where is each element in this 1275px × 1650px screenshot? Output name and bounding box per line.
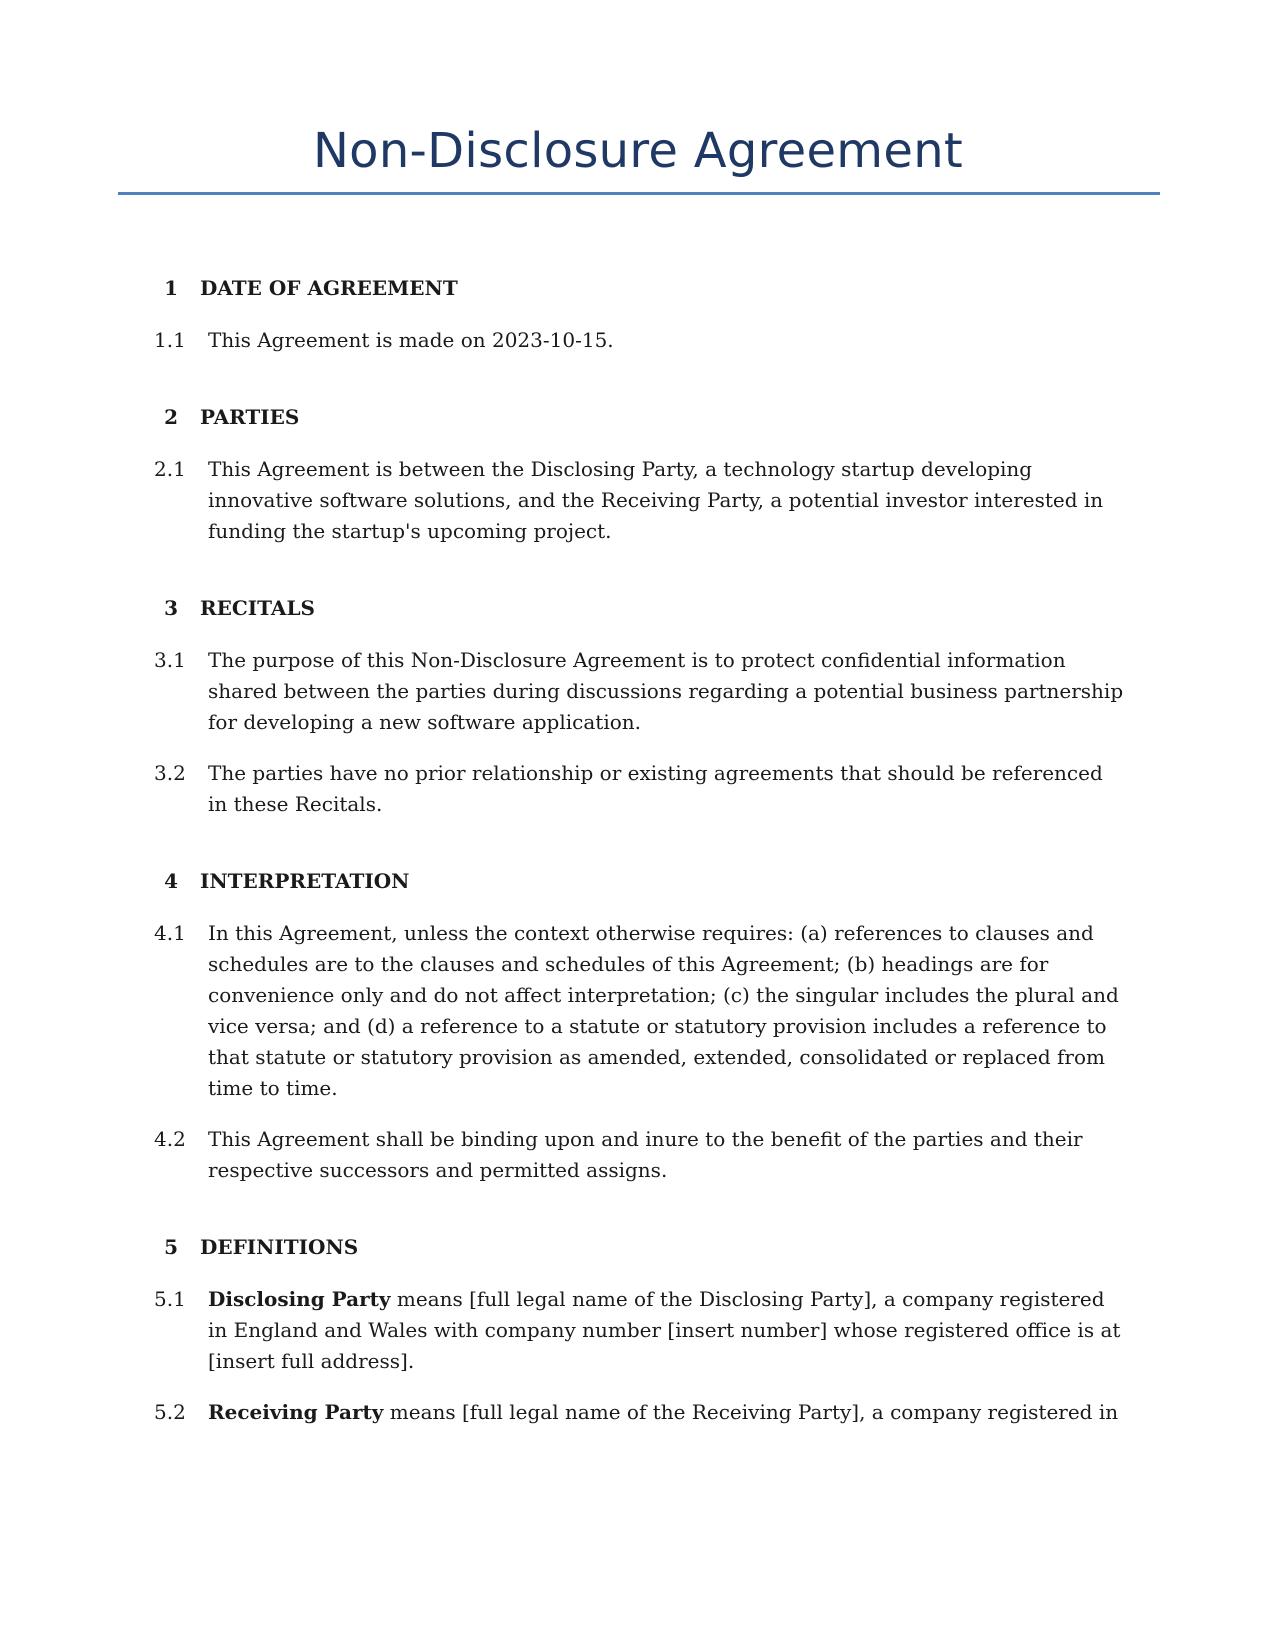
clause-text: This Agreement shall be binding upon and inure to the benefit of the parties and their respective successors and permitted assigns. (208, 1127, 1083, 1182)
clause-number: 2.1 (154, 457, 186, 481)
title-underline-divider (118, 192, 1160, 195)
section-heading (150, 593, 1130, 623)
document-title: Non-Disclosure Agreement (312, 123, 964, 179)
section-title: RECITALS (200, 596, 315, 620)
section-number: 3 (164, 596, 178, 620)
section-heading (150, 866, 1130, 896)
section-interpretation (150, 866, 1130, 1186)
section-heading (150, 1232, 1130, 1262)
section-definitions (150, 1232, 1130, 1428)
definition-text: means [full legal name of the Receiving Party], a company registered in (383, 1400, 1119, 1424)
clause-number: 1.1 (154, 328, 186, 352)
definition-text: means [full legal name of the Disclosing Party], a company registered in England and Wales with company number [insert number] whose registered office is at [insert full address]. (208, 1287, 1121, 1373)
clause-text: This Agreement is made on 2023-10-15. (208, 328, 614, 352)
section-number: 1 (164, 276, 178, 300)
clause (150, 454, 1130, 547)
clause (150, 1284, 1130, 1377)
document-body (150, 273, 1130, 1474)
clause-text: In this Agreement, unless the context otherwise requires: (a) references to clauses and schedules are to the clauses and schedules of this Agreement; (b) headings are for convenience only and do not affect interpretation; (c) the singular includes the plural and vice versa; and (d) a reference to a statute or statutory provision includes a reference to that statute or statutory provision as amended, extended, consolidated or replaced from time to time. (208, 921, 1119, 1100)
clause (150, 645, 1130, 738)
section-recitals (150, 593, 1130, 820)
clause (150, 325, 1130, 356)
section-number: 4 (164, 869, 178, 893)
section-number: 2 (164, 405, 178, 429)
section-title: DEFINITIONS (200, 1235, 359, 1259)
clause-number: 4.2 (154, 1127, 186, 1151)
clause-text: The purpose of this Non-Disclosure Agreement is to protect confidential information shared between the parties during discussions regarding a potential business partnership for developing a new software application. (208, 648, 1124, 734)
clause-number: 5.2 (154, 1400, 186, 1424)
section-date-of-agreement (150, 273, 1130, 356)
section-title: DATE OF AGREEMENT (200, 276, 458, 300)
clause-number: 3.2 (154, 761, 186, 785)
clause-text (208, 1397, 1130, 1428)
defined-term: Receiving Party (208, 1400, 384, 1424)
clause-text: The parties have no prior relationship or existing agreements that should be referenced in these Recitals. (208, 761, 1103, 816)
section-heading (150, 402, 1130, 432)
clause (150, 918, 1130, 1104)
clause (150, 1124, 1130, 1186)
clause-text: This Agreement is between the Disclosing Party, a technology startup developing innovative software solutions, and the Receiving Party, a potential investor interested in funding the startup's upcoming project. (208, 457, 1104, 543)
clause (150, 758, 1130, 820)
clause-number: 4.1 (154, 921, 186, 945)
defined-term: Disclosing Party (208, 1287, 391, 1311)
section-number: 5 (164, 1235, 178, 1259)
section-title: PARTIES (200, 405, 300, 429)
clause-text (208, 1284, 1130, 1377)
clause-number: 5.1 (154, 1287, 186, 1311)
section-title: INTERPRETATION (200, 869, 410, 893)
clause (150, 1397, 1130, 1428)
clause-number: 3.1 (154, 648, 186, 672)
section-parties (150, 402, 1130, 547)
section-heading (150, 273, 1130, 303)
